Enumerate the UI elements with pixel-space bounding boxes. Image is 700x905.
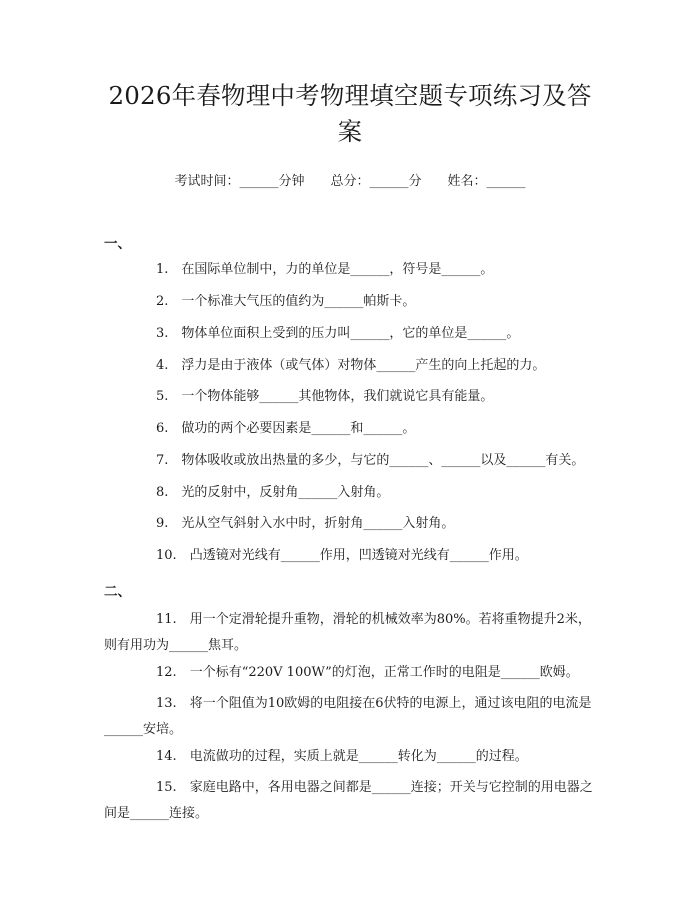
question-text: 物体吸收或放出热量的多少，与它的______、______以及______有关。 (181, 453, 585, 468)
question-number: 7. (156, 453, 169, 468)
question-number: 2. (156, 294, 169, 309)
question-item (104, 775, 598, 827)
question-text: 光的反射中，反射角______入射角。 (181, 485, 390, 500)
question-text: 一个标准大气压的值约为______帕斯卡。 (181, 294, 416, 309)
question-text: 物体单位面积上受到的压力叫______，它的单位是______。 (181, 326, 520, 341)
section-heading-2: 二、 (104, 584, 131, 600)
question-text: 将一个阻值为10欧姆的电阻接在6伏特的电源上，通过该电阻的电流是______安培。 (104, 696, 592, 737)
question-number: 4. (156, 358, 169, 373)
question-number: 9. (156, 516, 169, 531)
question-text: 做功的两个必要因素是______和______。 (181, 421, 416, 436)
question-item (104, 416, 598, 442)
question-item (104, 353, 598, 379)
question-item (104, 607, 598, 659)
question-text: 一个标有“220V 100W”的灯泡，正常工作时的电阻是______欧姆。 (189, 665, 579, 680)
section-heading-1: 一、 (104, 236, 131, 252)
question-item (104, 321, 598, 347)
question-item (104, 511, 598, 537)
question-item (104, 543, 598, 569)
question-number: 1. (156, 262, 169, 277)
question-text: 家庭电路中，各用电器之间都是______连接；开关与它控制的用电器之间是______连接。 (104, 780, 593, 821)
question-number: 10. (156, 548, 177, 563)
question-item (104, 691, 598, 743)
question-item (104, 480, 598, 506)
exam-info-line: 考试时间：______分钟 总分：______分 姓名：______ (174, 174, 526, 189)
question-number: 14. (156, 749, 177, 764)
question-item (104, 660, 598, 686)
question-text: 凸透镜对光线有______作用，凹透镜对光线有______作用。 (189, 548, 528, 563)
question-text: 电流做功的过程，实质上就是______转化为______的过程。 (189, 749, 528, 764)
question-item (104, 384, 598, 410)
question-number: 3. (156, 326, 169, 341)
question-item (104, 289, 598, 315)
page-title: 2026年春物理中考物理填空题专项练习及答案 (108, 81, 592, 146)
question-item (104, 257, 598, 283)
question-number: 6. (156, 421, 169, 436)
question-number: 11. (156, 612, 177, 627)
question-number: 12. (156, 665, 177, 680)
question-text: 用一个定滑轮提升重物，滑轮的机械效率为80%。若将重物提升2米，则有用功为______焦耳。 (104, 612, 591, 653)
question-text: 一个物体能够______其他物体，我们就说它具有能量。 (181, 389, 494, 404)
question-number: 5. (156, 389, 169, 404)
question-text: 浮力是由于液体（或气体）对物体______产生的向上托起的力。 (181, 358, 546, 373)
question-text: 在国际单位制中，力的单位是______，符号是______。 (181, 262, 494, 277)
question-number: 15. (156, 780, 177, 795)
question-text: 光从空气斜射入水中时，折射角______入射角。 (181, 516, 455, 531)
question-number: 8. (156, 485, 169, 500)
question-item (104, 448, 598, 474)
question-item (104, 744, 598, 770)
question-number: 13. (156, 696, 177, 711)
